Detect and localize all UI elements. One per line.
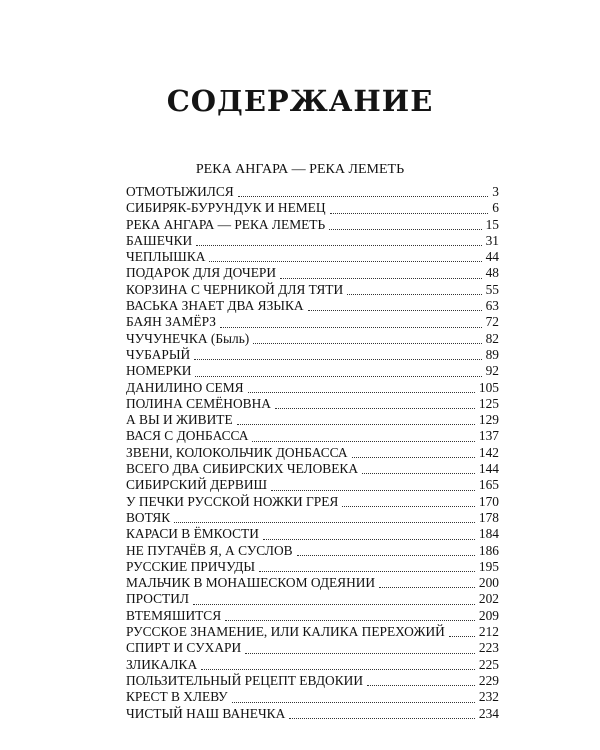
toc-entry-title: МАЛЬЧИК В МОНАШЕСКОМ ОДЕЯНИИ xyxy=(126,575,376,591)
dot-leader xyxy=(193,604,475,605)
dot-leader xyxy=(275,408,475,409)
dot-leader xyxy=(449,636,475,637)
dot-leader xyxy=(362,473,475,474)
toc-entry xyxy=(126,608,499,624)
dot-leader xyxy=(379,587,475,588)
toc-entry xyxy=(126,575,499,591)
toc-entry-page-number: 232 xyxy=(478,689,499,705)
toc-entry-page-number: 212 xyxy=(478,624,499,640)
toc-entry-title: ЗВЕНИ, КОЛОКОЛЬЧИК ДОНБАССА xyxy=(126,444,348,460)
toc-entry xyxy=(126,200,499,216)
toc-entry xyxy=(126,249,499,265)
toc-entry-title: ПОЛЬЗИТЕЛЬНЫЙ РЕЦЕПТ ЕВДОКИИ xyxy=(126,672,363,688)
toc-entry xyxy=(126,428,499,444)
toc-entry-title: ДАНИЛИНО СЕМЯ xyxy=(126,379,244,395)
dot-leader xyxy=(209,261,481,262)
page-title: СОДЕРЖАНИЕ xyxy=(166,84,434,119)
toc-entry-title: ВАСЬКА ЗНАЕТ ДВА ЯЗЫКА xyxy=(126,298,304,314)
dot-leader xyxy=(232,702,475,703)
toc-entry-page-number: 89 xyxy=(485,346,499,362)
toc-entry-page-number: 195 xyxy=(478,558,499,574)
toc-entry-page-number: 125 xyxy=(478,395,499,411)
toc-entry-title: ЧЕПЛЫШКА xyxy=(126,249,206,265)
dot-leader xyxy=(280,278,482,279)
dot-leader xyxy=(342,506,475,507)
toc-entry-title: СИБИРЯК-БУРУНДУК И НЕМЕЦ xyxy=(126,200,326,216)
toc-entry xyxy=(126,510,499,526)
toc-entry-page-number: 137 xyxy=(478,428,499,444)
toc-entry-page-number: 234 xyxy=(478,705,499,721)
toc-entry-title: ВТЕМЯШИТСЯ xyxy=(126,607,222,623)
toc-entry-page-number: 209 xyxy=(478,607,499,623)
toc-entry-page-number: 82 xyxy=(485,330,499,346)
toc-entry-title: ПРОСТИЛ xyxy=(126,591,189,607)
toc-entry-title: БАЯН ЗАМЁРЗ xyxy=(126,314,216,330)
dot-leader xyxy=(271,490,475,491)
toc-entry-page-number: 44 xyxy=(485,249,499,265)
toc-entry-title: ЧИСТЫЙ НАШ ВАНЕЧКА xyxy=(126,705,286,721)
toc-entry xyxy=(126,331,499,347)
toc-entry-page-number: 202 xyxy=(478,591,499,607)
toc-entry-title: БАШЕЧКИ xyxy=(126,232,193,248)
toc-entry-page-number: 223 xyxy=(478,640,499,656)
dot-leader xyxy=(248,392,475,393)
toc-entry-title: ВСЕГО ДВА СИБИРСКИХ ЧЕЛОВЕКА xyxy=(126,461,359,477)
dot-leader xyxy=(225,620,475,621)
toc-entry xyxy=(126,657,499,673)
toc-entry-title: ВОТЯК xyxy=(126,509,171,525)
dot-leader xyxy=(194,359,481,360)
dot-leader xyxy=(330,213,489,214)
toc-entry-title: А ВЫ И ЖИВИТЕ xyxy=(126,412,233,428)
toc-entry-page-number: 229 xyxy=(478,672,499,688)
toc-entry-page-number: 129 xyxy=(478,412,499,428)
toc-entry xyxy=(126,347,499,363)
table-of-contents xyxy=(126,184,499,722)
toc-entry-title: ЧУЧУНЕЧКА (Быль) xyxy=(126,330,250,346)
toc-entry-title: НОМЕРКИ xyxy=(126,363,192,379)
toc-entry xyxy=(126,282,499,298)
toc-entry xyxy=(126,265,499,281)
dot-leader xyxy=(367,685,475,686)
toc-entry xyxy=(126,233,499,249)
toc-entry-title: РУССКОЕ ЗНАМЕНИЕ, ИЛИ КАЛИКА ПЕРЕХОЖИЙ xyxy=(126,624,445,640)
dot-leader xyxy=(297,555,475,556)
toc-entry-title: ПОЛИНА СЕМЁНОВНА xyxy=(126,395,271,411)
toc-entry xyxy=(126,314,499,330)
section-heading: РЕКА АНГАРА — РЕКА ЛЕМЕТЬ xyxy=(195,162,405,177)
toc-entry-page-number: 63 xyxy=(485,298,499,314)
dot-leader xyxy=(220,327,482,328)
toc-entry-page-number: 200 xyxy=(478,575,499,591)
toc-entry-page-number: 48 xyxy=(485,265,499,281)
toc-entry-page-number: 92 xyxy=(485,363,499,379)
toc-entry-title: ЧУБАРЫЙ xyxy=(126,346,191,362)
dot-leader xyxy=(245,653,475,654)
dot-leader xyxy=(347,294,481,295)
toc-entry-title: ПОДАРОК ДЛЯ ДОЧЕРИ xyxy=(126,265,277,281)
dot-leader xyxy=(174,522,475,523)
toc-entry xyxy=(126,706,499,722)
toc-entry-page-number: 225 xyxy=(478,656,499,672)
toc-entry-page-number: 6 xyxy=(492,200,499,216)
dot-leader xyxy=(289,718,475,719)
toc-entry xyxy=(126,559,499,575)
toc-entry-page-number: 31 xyxy=(485,232,499,248)
toc-entry xyxy=(126,494,499,510)
toc-entry-title: НЕ ПУГАЧЁВ Я, А СУСЛОВ xyxy=(126,542,293,558)
toc-entry-page-number: 186 xyxy=(478,542,499,558)
toc-entry-page-number: 142 xyxy=(478,444,499,460)
toc-entry xyxy=(126,526,499,542)
dot-leader xyxy=(308,310,482,311)
toc-entry xyxy=(126,640,499,656)
toc-entry-page-number: 3 xyxy=(492,184,499,199)
toc-entry-title: СИБИРСКИЙ ДЕРВИШ xyxy=(126,477,267,493)
toc-entry xyxy=(126,461,499,477)
toc-entry-page-number: 55 xyxy=(485,281,499,297)
dot-leader xyxy=(195,376,481,377)
toc-entry xyxy=(126,689,499,705)
toc-entry xyxy=(126,363,499,379)
toc-entry-title: ВАСЯ С ДОНБАССА xyxy=(126,428,249,444)
toc-entry xyxy=(126,184,499,200)
toc-entry xyxy=(126,673,499,689)
toc-entry-page-number: 184 xyxy=(478,526,499,542)
dot-leader xyxy=(237,424,475,425)
toc-entry-title: ЗЛИКАЛКА xyxy=(126,656,198,672)
dot-leader xyxy=(352,457,475,458)
toc-entry xyxy=(126,591,499,607)
dot-leader xyxy=(329,229,481,230)
dot-leader xyxy=(238,196,489,197)
toc-entry xyxy=(126,396,499,412)
toc-entry xyxy=(126,543,499,559)
toc-entry-page-number: 105 xyxy=(478,379,499,395)
toc-entry-title: КОРЗИНА С ЧЕРНИКОЙ ДЛЯ ТЯТИ xyxy=(126,281,344,297)
toc-entry-page-number: 165 xyxy=(478,477,499,493)
toc-entry-title: СПИРТ И СУХАРИ xyxy=(126,640,242,656)
toc-entry-page-number: 178 xyxy=(478,509,499,525)
toc-entry-title: КАРАСИ В ЁМКОСТИ xyxy=(126,526,259,542)
toc-entry-title: РУССКИЕ ПРИЧУДЫ xyxy=(126,558,256,574)
toc-entry xyxy=(126,477,499,493)
toc-entry-title: ОТМОТЫЖИЛСЯ xyxy=(126,184,234,199)
toc-entry xyxy=(126,624,499,640)
dot-leader xyxy=(253,343,481,344)
toc-entry-page-number: 144 xyxy=(478,461,499,477)
toc-entry-page-number: 170 xyxy=(478,493,499,509)
dot-leader xyxy=(201,669,475,670)
toc-entry xyxy=(126,298,499,314)
toc-entry-title: КРЕСТ В ХЛЕВУ xyxy=(126,689,228,705)
toc-entry-page-number: 72 xyxy=(485,314,499,330)
toc-entry xyxy=(126,217,499,233)
toc-entry xyxy=(126,412,499,428)
toc-entry-title: У ПЕЧКИ РУССКОЙ НОЖКИ ГРЕЯ xyxy=(126,493,339,509)
toc-entry-title: РЕКА АНГАРА — РЕКА ЛЕМЕТЬ xyxy=(126,216,326,232)
toc-entry xyxy=(126,380,499,396)
dot-leader xyxy=(252,441,474,442)
dot-leader xyxy=(196,245,481,246)
toc-entry-page-number: 15 xyxy=(485,216,499,232)
dot-leader xyxy=(259,571,475,572)
dot-leader xyxy=(263,539,475,540)
toc-entry xyxy=(126,445,499,461)
